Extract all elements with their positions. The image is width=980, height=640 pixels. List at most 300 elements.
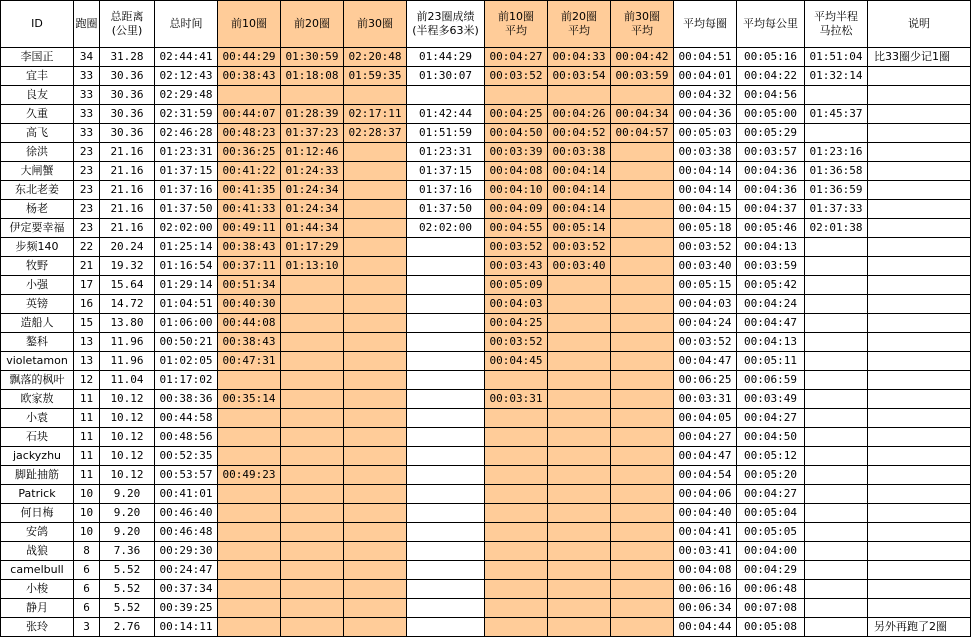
cell-f23: 01:23:31 <box>407 143 485 162</box>
cell-laps: 33 <box>74 124 100 143</box>
cell-laps: 33 <box>74 86 100 105</box>
cell-note <box>868 86 971 105</box>
cell-f23 <box>407 618 485 637</box>
cell-avgLap: 00:04:36 <box>674 105 737 124</box>
cell-f10 <box>218 599 281 618</box>
cell-avgKm: 00:03:57 <box>737 143 805 162</box>
cell-laps: 11 <box>74 466 100 485</box>
cell-id: 李国正 <box>1 48 74 67</box>
cell-half <box>805 238 868 257</box>
cell-f10: 00:37:11 <box>218 257 281 276</box>
cell-a10 <box>485 428 548 447</box>
table-row <box>1 447 971 466</box>
cell-avgKm: 00:05:16 <box>737 48 805 67</box>
table-row <box>1 371 971 390</box>
cell-half <box>805 333 868 352</box>
cell-dist: 30.36 <box>100 86 155 105</box>
cell-a10: 00:03:52 <box>485 67 548 86</box>
cell-f30 <box>344 219 407 238</box>
cell-avgKm: 00:04:22 <box>737 67 805 86</box>
cell-f20: 01:44:34 <box>281 219 344 238</box>
cell-f10 <box>218 447 281 466</box>
cell-laps: 16 <box>74 295 100 314</box>
cell-total: 00:46:48 <box>155 523 218 542</box>
cell-f23 <box>407 390 485 409</box>
cell-f23: 01:42:44 <box>407 105 485 124</box>
cell-f23 <box>407 238 485 257</box>
cell-note <box>868 542 971 561</box>
cell-a20 <box>548 580 611 599</box>
cell-f20 <box>281 542 344 561</box>
cell-avgLap: 00:04:14 <box>674 162 737 181</box>
cell-laps: 21 <box>74 257 100 276</box>
cell-f30 <box>344 504 407 523</box>
cell-laps: 22 <box>74 238 100 257</box>
table-row <box>1 219 971 238</box>
cell-laps: 23 <box>74 162 100 181</box>
cell-a20: 00:04:14 <box>548 162 611 181</box>
cell-a10 <box>485 542 548 561</box>
cell-id: 英镑 <box>1 295 74 314</box>
cell-note <box>868 523 971 542</box>
cell-laps: 6 <box>74 561 100 580</box>
cell-f30 <box>344 561 407 580</box>
cell-total: 00:39:25 <box>155 599 218 618</box>
table-row <box>1 200 971 219</box>
cell-half: 01:36:58 <box>805 162 868 181</box>
cell-half: 01:36:59 <box>805 181 868 200</box>
cell-avgLap: 00:04:15 <box>674 200 737 219</box>
cell-dist: 9.20 <box>100 504 155 523</box>
cell-avgLap: 00:04:47 <box>674 352 737 371</box>
cell-dist: 5.52 <box>100 561 155 580</box>
cell-laps: 10 <box>74 504 100 523</box>
cell-f30 <box>344 314 407 333</box>
table-row <box>1 67 971 86</box>
cell-id: 东北老姜 <box>1 181 74 200</box>
cell-avgKm: 00:05:08 <box>737 618 805 637</box>
table-row <box>1 181 971 200</box>
cell-a20 <box>548 561 611 580</box>
cell-a20 <box>548 618 611 637</box>
cell-avgLap: 00:03:52 <box>674 238 737 257</box>
cell-total: 01:16:54 <box>155 257 218 276</box>
cell-a30 <box>611 333 674 352</box>
cell-f10 <box>218 371 281 390</box>
table-row <box>1 428 971 447</box>
cell-a10: 00:03:39 <box>485 143 548 162</box>
cell-total: 02:31:59 <box>155 105 218 124</box>
cell-a20: 00:05:14 <box>548 219 611 238</box>
cell-f20 <box>281 447 344 466</box>
cell-total: 02:46:28 <box>155 124 218 143</box>
cell-a10: 00:04:03 <box>485 295 548 314</box>
cell-id: 步频140 <box>1 238 74 257</box>
cell-a30 <box>611 162 674 181</box>
cell-a30: 00:04:42 <box>611 48 674 67</box>
table-row <box>1 143 971 162</box>
cell-laps: 23 <box>74 219 100 238</box>
cell-id: 飘落的枫叶 <box>1 371 74 390</box>
cell-a30 <box>611 428 674 447</box>
cell-total: 01:37:15 <box>155 162 218 181</box>
header-cell-laps: 跑圈 <box>74 1 100 48</box>
cell-a10 <box>485 371 548 390</box>
cell-total: 01:23:31 <box>155 143 218 162</box>
cell-f20 <box>281 504 344 523</box>
cell-f23: 01:51:59 <box>407 124 485 143</box>
cell-total: 02:02:00 <box>155 219 218 238</box>
cell-f30 <box>344 143 407 162</box>
cell-f30: 02:17:11 <box>344 105 407 124</box>
cell-dist: 9.20 <box>100 485 155 504</box>
cell-f10: 00:44:08 <box>218 314 281 333</box>
cell-a20 <box>548 428 611 447</box>
cell-a10 <box>485 409 548 428</box>
header-cell-f10: 前10圈 <box>218 1 281 48</box>
cell-f20: 01:24:34 <box>281 181 344 200</box>
cell-note <box>868 238 971 257</box>
header-cell-avgLap: 平均每圈 <box>674 1 737 48</box>
cell-note <box>868 371 971 390</box>
cell-a10: 00:03:43 <box>485 257 548 276</box>
table-row <box>1 466 971 485</box>
cell-dist: 11.96 <box>100 333 155 352</box>
cell-avgKm: 00:05:04 <box>737 504 805 523</box>
cell-id: 杨老 <box>1 200 74 219</box>
cell-dist: 5.52 <box>100 580 155 599</box>
cell-f20 <box>281 523 344 542</box>
cell-id: 大闸蟹 <box>1 162 74 181</box>
cell-a20: 00:04:14 <box>548 200 611 219</box>
cell-laps: 17 <box>74 276 100 295</box>
cell-dist: 31.28 <box>100 48 155 67</box>
cell-f30 <box>344 599 407 618</box>
cell-avgLap: 00:06:16 <box>674 580 737 599</box>
cell-f20 <box>281 561 344 580</box>
cell-id: 鏊科 <box>1 333 74 352</box>
cell-f23 <box>407 428 485 447</box>
cell-total: 01:29:14 <box>155 276 218 295</box>
cell-avgLap: 00:03:52 <box>674 333 737 352</box>
cell-a20 <box>548 390 611 409</box>
cell-laps: 23 <box>74 181 100 200</box>
cell-id: violetamon <box>1 352 74 371</box>
cell-f20 <box>281 390 344 409</box>
header-cell-f23: 前23圈成绩 (半程多63米) <box>407 1 485 48</box>
cell-f10 <box>218 504 281 523</box>
table-row <box>1 238 971 257</box>
cell-note: 另外再跑了2圈 <box>868 618 971 637</box>
table-row <box>1 599 971 618</box>
cell-f30 <box>344 580 407 599</box>
cell-total: 00:44:58 <box>155 409 218 428</box>
cell-a20: 00:03:40 <box>548 257 611 276</box>
cell-note <box>868 257 971 276</box>
cell-a30: 00:04:57 <box>611 124 674 143</box>
cell-note <box>868 124 971 143</box>
cell-avgLap: 00:04:14 <box>674 181 737 200</box>
cell-a30 <box>611 181 674 200</box>
table-row <box>1 542 971 561</box>
cell-f23 <box>407 333 485 352</box>
cell-half <box>805 542 868 561</box>
cell-id: camelbull <box>1 561 74 580</box>
table-body <box>1 48 971 637</box>
cell-f23: 01:37:50 <box>407 200 485 219</box>
cell-id: 久重 <box>1 105 74 124</box>
cell-a20 <box>548 333 611 352</box>
cell-half <box>805 447 868 466</box>
cell-avgLap: 00:04:32 <box>674 86 737 105</box>
cell-a20 <box>548 447 611 466</box>
cell-avgKm: 00:05:05 <box>737 523 805 542</box>
cell-a30 <box>611 371 674 390</box>
cell-avgLap: 00:03:41 <box>674 542 737 561</box>
cell-avgKm: 00:04:56 <box>737 86 805 105</box>
cell-a30 <box>611 466 674 485</box>
cell-half <box>805 580 868 599</box>
cell-avgKm: 00:04:37 <box>737 200 805 219</box>
cell-a20 <box>548 352 611 371</box>
cell-avgKm: 00:04:13 <box>737 333 805 352</box>
cell-f23: 01:44:29 <box>407 48 485 67</box>
cell-f30 <box>344 200 407 219</box>
cell-f10: 00:48:23 <box>218 124 281 143</box>
cell-note <box>868 276 971 295</box>
cell-total: 02:44:41 <box>155 48 218 67</box>
cell-laps: 11 <box>74 409 100 428</box>
cell-a10: 00:04:50 <box>485 124 548 143</box>
cell-f20 <box>281 371 344 390</box>
cell-f20 <box>281 333 344 352</box>
cell-dist: 2.76 <box>100 618 155 637</box>
cell-avgLap: 00:06:34 <box>674 599 737 618</box>
cell-a10: 00:04:25 <box>485 105 548 124</box>
cell-f23: 01:37:15 <box>407 162 485 181</box>
cell-a30 <box>611 352 674 371</box>
cell-a30 <box>611 219 674 238</box>
cell-f20: 01:30:59 <box>281 48 344 67</box>
cell-f30 <box>344 523 407 542</box>
cell-total: 00:52:35 <box>155 447 218 466</box>
cell-note <box>868 390 971 409</box>
cell-half <box>805 86 868 105</box>
cell-f20 <box>281 86 344 105</box>
cell-note <box>868 162 971 181</box>
cell-a10 <box>485 618 548 637</box>
cell-half <box>805 390 868 409</box>
cell-note <box>868 181 971 200</box>
cell-note <box>868 447 971 466</box>
cell-f10: 00:41:35 <box>218 181 281 200</box>
cell-a20 <box>548 504 611 523</box>
cell-half <box>805 466 868 485</box>
cell-dist: 30.36 <box>100 67 155 86</box>
cell-f23 <box>407 523 485 542</box>
cell-f30 <box>344 485 407 504</box>
cell-dist: 10.12 <box>100 428 155 447</box>
cell-f23 <box>407 409 485 428</box>
cell-half: 01:37:33 <box>805 200 868 219</box>
cell-f10: 00:38:43 <box>218 333 281 352</box>
cell-dist: 21.16 <box>100 181 155 200</box>
cell-half <box>805 257 868 276</box>
header-cell-total: 总时间 <box>155 1 218 48</box>
cell-id: 伊定要幸福 <box>1 219 74 238</box>
cell-a10 <box>485 561 548 580</box>
cell-avgLap: 00:04:47 <box>674 447 737 466</box>
cell-note <box>868 504 971 523</box>
cell-note <box>868 352 971 371</box>
cell-avgKm: 00:04:36 <box>737 181 805 200</box>
cell-a30 <box>611 409 674 428</box>
cell-dist: 30.36 <box>100 105 155 124</box>
cell-half <box>805 295 868 314</box>
header-cell-f30: 前30圈 <box>344 1 407 48</box>
cell-laps: 6 <box>74 580 100 599</box>
cell-a30 <box>611 200 674 219</box>
cell-f30: 02:28:37 <box>344 124 407 143</box>
cell-avgKm: 00:05:00 <box>737 105 805 124</box>
cell-note <box>868 67 971 86</box>
cell-a20 <box>548 314 611 333</box>
cell-a10: 00:04:08 <box>485 162 548 181</box>
cell-id: 何日梅 <box>1 504 74 523</box>
cell-avgLap: 00:04:01 <box>674 67 737 86</box>
cell-note <box>868 485 971 504</box>
cell-f20: 01:12:46 <box>281 143 344 162</box>
cell-id: 小袁 <box>1 409 74 428</box>
cell-avgKm: 00:04:24 <box>737 295 805 314</box>
cell-dist: 21.16 <box>100 200 155 219</box>
cell-f30 <box>344 542 407 561</box>
cell-a20 <box>548 485 611 504</box>
table-row <box>1 162 971 181</box>
cell-total: 01:06:00 <box>155 314 218 333</box>
cell-avgLap: 00:03:31 <box>674 390 737 409</box>
cell-dist: 14.72 <box>100 295 155 314</box>
cell-id: 良友 <box>1 86 74 105</box>
cell-note <box>868 143 971 162</box>
cell-note <box>868 314 971 333</box>
cell-f30 <box>344 86 407 105</box>
cell-a20 <box>548 276 611 295</box>
cell-f20: 01:17:29 <box>281 238 344 257</box>
cell-laps: 13 <box>74 333 100 352</box>
table-row <box>1 504 971 523</box>
cell-f10 <box>218 542 281 561</box>
cell-f20: 01:24:33 <box>281 162 344 181</box>
cell-laps: 11 <box>74 447 100 466</box>
cell-f30 <box>344 333 407 352</box>
cell-note <box>868 561 971 580</box>
cell-f30 <box>344 447 407 466</box>
cell-half <box>805 124 868 143</box>
cell-total: 01:17:02 <box>155 371 218 390</box>
cell-a20: 00:04:26 <box>548 105 611 124</box>
cell-f20: 01:28:39 <box>281 105 344 124</box>
cell-half <box>805 371 868 390</box>
cell-a10: 00:04:10 <box>485 181 548 200</box>
cell-id: 静月 <box>1 599 74 618</box>
cell-f20 <box>281 580 344 599</box>
cell-a10: 00:04:55 <box>485 219 548 238</box>
cell-a20 <box>548 523 611 542</box>
cell-avgLap: 00:04:54 <box>674 466 737 485</box>
table-row <box>1 580 971 599</box>
cell-dist: 11.04 <box>100 371 155 390</box>
cell-a20 <box>548 542 611 561</box>
cell-avgKm: 00:04:27 <box>737 409 805 428</box>
cell-a30 <box>611 276 674 295</box>
cell-f20 <box>281 618 344 637</box>
cell-total: 00:46:40 <box>155 504 218 523</box>
cell-a30 <box>611 485 674 504</box>
cell-note <box>868 105 971 124</box>
cell-f10: 00:49:11 <box>218 219 281 238</box>
cell-total: 01:02:05 <box>155 352 218 371</box>
cell-laps: 15 <box>74 314 100 333</box>
cell-avgLap: 00:04:51 <box>674 48 737 67</box>
table-row <box>1 276 971 295</box>
cell-f10 <box>218 485 281 504</box>
cell-half <box>805 276 868 295</box>
table-row <box>1 390 971 409</box>
cell-total: 00:53:57 <box>155 466 218 485</box>
header-cell-a20: 前20圈 平均 <box>548 1 611 48</box>
cell-a10 <box>485 504 548 523</box>
cell-total: 00:24:47 <box>155 561 218 580</box>
header-cell-a10: 前10圈 平均 <box>485 1 548 48</box>
cell-total: 00:50:21 <box>155 333 218 352</box>
cell-half <box>805 561 868 580</box>
cell-avgLap: 00:05:15 <box>674 276 737 295</box>
cell-laps: 34 <box>74 48 100 67</box>
cell-laps: 3 <box>74 618 100 637</box>
cell-f10 <box>218 409 281 428</box>
cell-a30 <box>611 238 674 257</box>
cell-a10: 00:03:52 <box>485 333 548 352</box>
cell-f10: 00:44:29 <box>218 48 281 67</box>
cell-dist: 13.80 <box>100 314 155 333</box>
cell-f23: 01:37:16 <box>407 181 485 200</box>
cell-id: 张玲 <box>1 618 74 637</box>
cell-id: 小强 <box>1 276 74 295</box>
cell-a10: 00:04:27 <box>485 48 548 67</box>
cell-f10 <box>218 561 281 580</box>
cell-a30 <box>611 523 674 542</box>
cell-laps: 11 <box>74 428 100 447</box>
header-cell-id: ID <box>1 1 74 48</box>
cell-half: 01:45:37 <box>805 105 868 124</box>
cell-a10: 00:03:31 <box>485 390 548 409</box>
header-cell-f20: 前20圈 <box>281 1 344 48</box>
cell-avgLap: 00:03:40 <box>674 257 737 276</box>
cell-avgLap: 00:04:44 <box>674 618 737 637</box>
cell-f30 <box>344 295 407 314</box>
cell-half: 01:51:04 <box>805 48 868 67</box>
cell-f30 <box>344 428 407 447</box>
cell-f23 <box>407 257 485 276</box>
cell-f30 <box>344 181 407 200</box>
table-row <box>1 523 971 542</box>
cell-a30 <box>611 618 674 637</box>
cell-a30 <box>611 542 674 561</box>
cell-dist: 15.64 <box>100 276 155 295</box>
cell-f23: 02:02:00 <box>407 219 485 238</box>
header-cell-avgKm: 平均每公里 <box>737 1 805 48</box>
